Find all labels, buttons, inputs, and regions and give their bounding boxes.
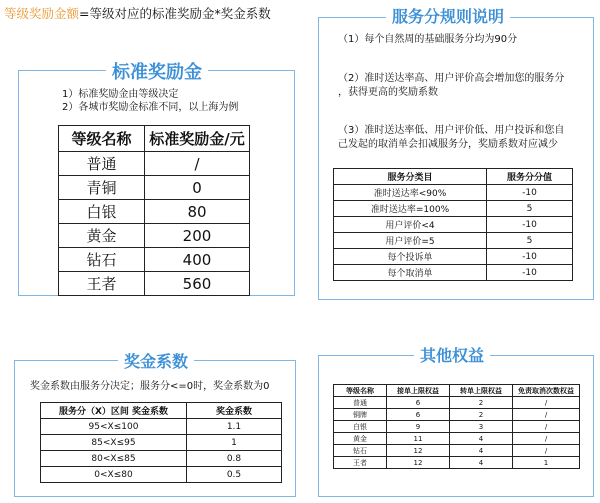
service-rules-title: 服务分规则说明 [386, 4, 510, 27]
cell-transfer: 4 [450, 433, 513, 445]
cell-category: 每个取消单 [334, 265, 487, 281]
cell-range: 80<X≤85 [41, 451, 187, 467]
cell-score: -10 [487, 217, 573, 233]
formula-highlight: 等级奖励金额 [4, 6, 80, 21]
header-score: 服务分分值 [487, 169, 573, 185]
table-header-row [59, 126, 250, 152]
cell-level: 普通 [59, 152, 145, 176]
service-rule-2: （2）准时送达率高、用户评价高会增加您的服务分 [338, 73, 565, 84]
table-row [334, 457, 580, 469]
cell-reward: / [145, 152, 250, 176]
standard-reward-table [58, 125, 250, 296]
cell-cancel: / [513, 397, 580, 409]
cell-range: 0<X≤80 [41, 467, 187, 483]
cell-coefficient: 1.1 [187, 419, 282, 435]
cell-cancel: / [513, 409, 580, 421]
cell-range: 85<X≤95 [41, 435, 187, 451]
cell-score: -10 [487, 265, 573, 281]
cell-level: 钻石 [334, 445, 387, 457]
cell-transfer: 3 [450, 421, 513, 433]
cell-category: 用户评价<4 [334, 217, 487, 233]
cell-category: 准时送达率=100% [334, 201, 487, 217]
cell-category: 每个投诉单 [334, 249, 487, 265]
cell-level: 钻石 [59, 248, 145, 272]
header-accept-limit: 接单上限权益 [387, 385, 450, 397]
cell-transfer: 2 [450, 409, 513, 421]
cell-coefficient: 1 [187, 435, 282, 451]
cell-accept: 6 [387, 397, 450, 409]
cell-transfer: 4 [450, 445, 513, 457]
header-transfer-limit: 转单上限权益 [450, 385, 513, 397]
table-row [41, 467, 282, 483]
cell-reward: 400 [145, 248, 250, 272]
other-benefits-table [333, 384, 580, 469]
cell-level: 普通 [334, 397, 387, 409]
cell-category: 准时送达率<90% [334, 185, 487, 201]
header-coefficient: 奖金系数 [187, 403, 282, 419]
table-row [334, 233, 573, 249]
service-rule-3-cont: 己发起的取消单会扣减服务分，奖励系数对应减少 [338, 139, 558, 150]
cell-accept: 12 [387, 445, 450, 457]
table-row [334, 249, 573, 265]
table-header-row [334, 385, 580, 397]
table-row [334, 433, 580, 445]
formula-rest: =等级对应的标准奖励金*奖金系数 [79, 6, 271, 21]
table-row [59, 248, 250, 272]
table-row [59, 224, 250, 248]
cell-accept: 11 [387, 433, 450, 445]
cell-score: -10 [487, 249, 573, 265]
table-row [59, 200, 250, 224]
table-header-row [334, 169, 573, 185]
cell-coefficient: 0.5 [187, 467, 282, 483]
table-row [59, 272, 250, 296]
coefficient-note: 奖金系数由服务分决定；服务分<=0时，奖金系数为0 [30, 381, 270, 392]
cell-accept: 12 [387, 457, 450, 469]
cell-reward: 560 [145, 272, 250, 296]
service-rule-2-cont: ，获得更高的奖励系数 [338, 87, 438, 98]
table-row [334, 201, 573, 217]
cell-level: 黄金 [59, 224, 145, 248]
header-range: 服务分（X）区间 奖金系数 [41, 403, 187, 419]
service-rule-1: （1）每个自然周的基础服务分均为90分 [338, 34, 518, 45]
cell-level: 王者 [59, 272, 145, 296]
table-row [334, 421, 580, 433]
cell-level: 白银 [59, 200, 145, 224]
table-row [334, 185, 573, 201]
cell-level: 王者 [334, 457, 387, 469]
cell-category: 用户评价=5 [334, 233, 487, 249]
table-row [41, 451, 282, 467]
table-row [334, 265, 573, 281]
header-level: 等级名称 [334, 385, 387, 397]
cell-score: -10 [487, 185, 573, 201]
cell-reward: 0 [145, 176, 250, 200]
cell-level: 黄金 [334, 433, 387, 445]
cell-range: 95<X≤100 [41, 419, 187, 435]
table-row [41, 419, 282, 435]
coefficient-table [40, 402, 282, 483]
coefficient-title: 奖金系数 [118, 349, 194, 372]
cell-cancel: / [513, 433, 580, 445]
cell-coefficient: 0.8 [187, 451, 282, 467]
table-row [41, 435, 282, 451]
cell-cancel: / [513, 445, 580, 457]
service-score-table [333, 168, 573, 281]
cell-accept: 9 [387, 421, 450, 433]
header-free-cancel: 免责取消次数权益 [513, 385, 580, 397]
table-header-row [41, 403, 282, 419]
cell-level: 青铜 [59, 176, 145, 200]
table-row [334, 445, 580, 457]
table-row [59, 176, 250, 200]
header-category: 服务分类目 [334, 169, 487, 185]
cell-score: 5 [487, 201, 573, 217]
cell-reward: 80 [145, 200, 250, 224]
formula-line [4, 4, 271, 22]
cell-reward: 200 [145, 224, 250, 248]
table-row [59, 152, 250, 176]
standard-reward-title: 标准奖励金 [106, 58, 208, 84]
header-reward: 标准奖励金/元 [145, 126, 250, 152]
cell-score: 5 [487, 233, 573, 249]
table-row [334, 217, 573, 233]
table-row [334, 409, 580, 421]
service-rule-3: （3）准时送达率低、用户评价低、用户投诉和您自 [338, 125, 565, 136]
cell-level: 白银 [334, 421, 387, 433]
cell-transfer: 2 [450, 397, 513, 409]
cell-level: 铜牌 [334, 409, 387, 421]
cell-cancel: / [513, 421, 580, 433]
cell-cancel: 1 [513, 457, 580, 469]
table-row [334, 397, 580, 409]
cell-transfer: 4 [450, 457, 513, 469]
standard-note-1: 1）标准奖励金由等级决定 [62, 89, 179, 100]
standard-note-2: 2）各城市奖励金标准不同，以上海为例 [62, 102, 239, 113]
other-benefits-title: 其他权益 [414, 343, 490, 366]
header-level: 等级名称 [59, 126, 145, 152]
cell-accept: 6 [387, 409, 450, 421]
